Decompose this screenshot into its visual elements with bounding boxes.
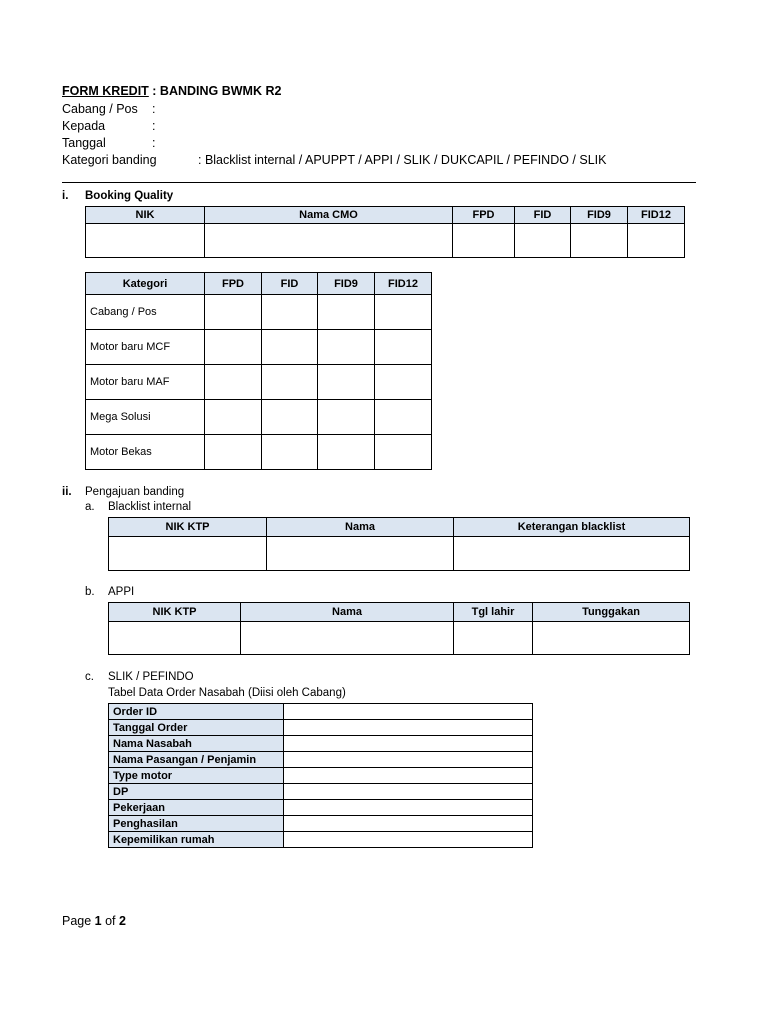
subsection-c-title: SLIK / PEFINDO xyxy=(108,671,194,683)
col-header: Nama CMO xyxy=(205,207,453,224)
cell-input[interactable] xyxy=(318,365,375,400)
cell-input[interactable] xyxy=(284,832,533,848)
field-cabang-colon: : xyxy=(152,102,156,116)
table-row xyxy=(86,365,432,400)
col-header: FID9 xyxy=(571,207,628,224)
appi-table xyxy=(108,602,690,655)
col-header: FID9 xyxy=(318,273,375,295)
table-row xyxy=(109,704,533,720)
subsection-a-num: a. xyxy=(85,501,95,513)
field-kepada-colon: : xyxy=(152,119,156,133)
subsection-blacklist-heading xyxy=(85,501,385,515)
row-label: Penghasilan xyxy=(109,816,284,832)
table-row xyxy=(109,832,533,848)
kategori-table xyxy=(85,272,432,470)
cell-input[interactable] xyxy=(284,752,533,768)
row-label: DP xyxy=(109,784,284,800)
cell-input[interactable] xyxy=(375,365,432,400)
row-label: Mega Solusi xyxy=(86,400,205,435)
table-row xyxy=(86,400,432,435)
cell-input[interactable] xyxy=(318,400,375,435)
page-total: 2 xyxy=(119,914,126,928)
table-row xyxy=(109,800,533,816)
field-tanggal-label: Tanggal xyxy=(62,136,106,150)
col-header: Nama xyxy=(267,518,454,537)
booking-quality-table xyxy=(85,206,685,258)
cell-input[interactable] xyxy=(241,622,454,655)
section-1-num: i. xyxy=(62,190,69,202)
cell-input[interactable] xyxy=(318,435,375,470)
field-kategori xyxy=(62,153,607,167)
subsection-c-num: c. xyxy=(85,671,94,683)
row-label: Order ID xyxy=(109,704,284,720)
col-header: FID12 xyxy=(628,207,685,224)
field-tanggal xyxy=(62,136,156,150)
cell-input[interactable] xyxy=(262,295,318,330)
row-label: Kepemilikan rumah xyxy=(109,832,284,848)
row-label: Nama Pasangan / Penjamin xyxy=(109,752,284,768)
row-label: Nama Nasabah xyxy=(109,736,284,752)
table-row xyxy=(109,752,533,768)
cell-input[interactable] xyxy=(262,330,318,365)
cell-input[interactable] xyxy=(284,720,533,736)
form-title-rest: BANDING BWMK R2 xyxy=(159,84,282,98)
page-current: 1 xyxy=(94,914,102,928)
table-row xyxy=(109,622,690,655)
cell-input[interactable] xyxy=(86,224,205,258)
table-row xyxy=(86,435,432,470)
table-row xyxy=(86,295,432,330)
row-label: Motor baru MAF xyxy=(86,365,205,400)
table-row xyxy=(86,224,685,258)
table-row xyxy=(109,736,533,752)
col-header: Tunggakan xyxy=(533,603,690,622)
table-row xyxy=(109,768,533,784)
cell-input[interactable] xyxy=(515,224,571,258)
cell-input[interactable] xyxy=(454,537,690,571)
field-kepada-label: Kepada xyxy=(62,119,106,133)
col-header: FPD xyxy=(453,207,515,224)
cell-input[interactable] xyxy=(375,400,432,435)
cell-input[interactable] xyxy=(109,622,241,655)
table-row xyxy=(109,720,533,736)
col-header: FID12 xyxy=(375,273,432,295)
cell-input[interactable] xyxy=(318,295,375,330)
section-booking-quality-heading xyxy=(62,190,362,204)
cell-input[interactable] xyxy=(571,224,628,258)
page-of: of xyxy=(101,914,119,928)
cell-input[interactable] xyxy=(205,435,262,470)
col-header: NIK KTP xyxy=(109,603,241,622)
cell-input[interactable] xyxy=(262,400,318,435)
cell-input[interactable] xyxy=(267,537,454,571)
subsection-b-title: APPI xyxy=(108,586,135,598)
row-label: Motor baru MCF xyxy=(86,330,205,365)
field-kategori-value: : Blacklist internal / APUPPT / APPI / SLIK / DUKCAPIL / PEFINDO / SLIK xyxy=(198,153,607,167)
cell-input[interactable] xyxy=(375,295,432,330)
section-2-num: ii. xyxy=(62,486,72,498)
page-number xyxy=(62,914,126,928)
cell-input[interactable] xyxy=(262,435,318,470)
form-title-prefix: FORM KREDIT xyxy=(62,84,149,98)
col-header: Nama xyxy=(241,603,454,622)
cell-input[interactable] xyxy=(375,330,432,365)
row-label: Tanggal Order xyxy=(109,720,284,736)
cell-input[interactable] xyxy=(284,800,533,816)
field-kategori-label: Kategori banding xyxy=(62,153,157,167)
col-header: NIK xyxy=(86,207,205,224)
cell-input[interactable] xyxy=(628,224,685,258)
cell-input[interactable] xyxy=(205,400,262,435)
cell-input[interactable] xyxy=(205,295,262,330)
section-2-title: Pengajuan banding xyxy=(85,486,185,498)
col-header: FID xyxy=(515,207,571,224)
col-header: Tgl lahir xyxy=(454,603,533,622)
cell-input[interactable] xyxy=(454,622,533,655)
col-header: Keterangan blacklist xyxy=(454,518,690,537)
row-label: Pekerjaan xyxy=(109,800,284,816)
subsection-slik-heading xyxy=(85,671,385,685)
section-1-title: Booking Quality xyxy=(85,190,174,202)
cell-input[interactable] xyxy=(533,622,690,655)
cell-input[interactable] xyxy=(318,330,375,365)
cell-input[interactable] xyxy=(109,537,267,571)
col-header: FID xyxy=(262,273,318,295)
col-header: FPD xyxy=(205,273,262,295)
table-row xyxy=(109,816,533,832)
col-header: NIK KTP xyxy=(109,518,267,537)
col-header: Kategori xyxy=(86,273,205,295)
table-row xyxy=(109,537,690,571)
field-cabang-label: Cabang / Pos xyxy=(62,102,138,116)
blacklist-table xyxy=(108,517,690,571)
cell-input[interactable] xyxy=(284,736,533,752)
field-kepada xyxy=(62,119,156,133)
subsection-appi-heading xyxy=(85,586,385,600)
subsection-b-num: b. xyxy=(85,586,95,598)
cell-input[interactable] xyxy=(453,224,515,258)
table-row xyxy=(109,784,533,800)
cell-input[interactable] xyxy=(284,704,533,720)
slik-table-caption: Tabel Data Order Nasabah (Diisi oleh Cabang) xyxy=(108,687,346,699)
row-label: Motor Bekas xyxy=(86,435,205,470)
table-row xyxy=(86,330,432,365)
cell-input[interactable] xyxy=(284,784,533,800)
section-pengajuan-banding-heading xyxy=(62,486,362,500)
cell-input[interactable] xyxy=(284,816,533,832)
cell-input[interactable] xyxy=(205,330,262,365)
row-label: Cabang / Pos xyxy=(86,295,205,330)
cell-input[interactable] xyxy=(375,435,432,470)
field-cabang xyxy=(62,102,156,116)
order-data-table xyxy=(108,703,533,848)
row-label: Type motor xyxy=(109,768,284,784)
field-tanggal-colon: : xyxy=(152,136,156,150)
form-title xyxy=(62,84,281,98)
cell-input[interactable] xyxy=(205,365,262,400)
form-title-sep: : xyxy=(148,84,160,98)
cell-input[interactable] xyxy=(262,365,318,400)
subsection-a-title: Blacklist internal xyxy=(108,501,192,513)
page-prefix: Page xyxy=(62,914,95,928)
header-divider xyxy=(62,182,696,183)
cell-input[interactable] xyxy=(205,224,453,258)
cell-input[interactable] xyxy=(284,768,533,784)
